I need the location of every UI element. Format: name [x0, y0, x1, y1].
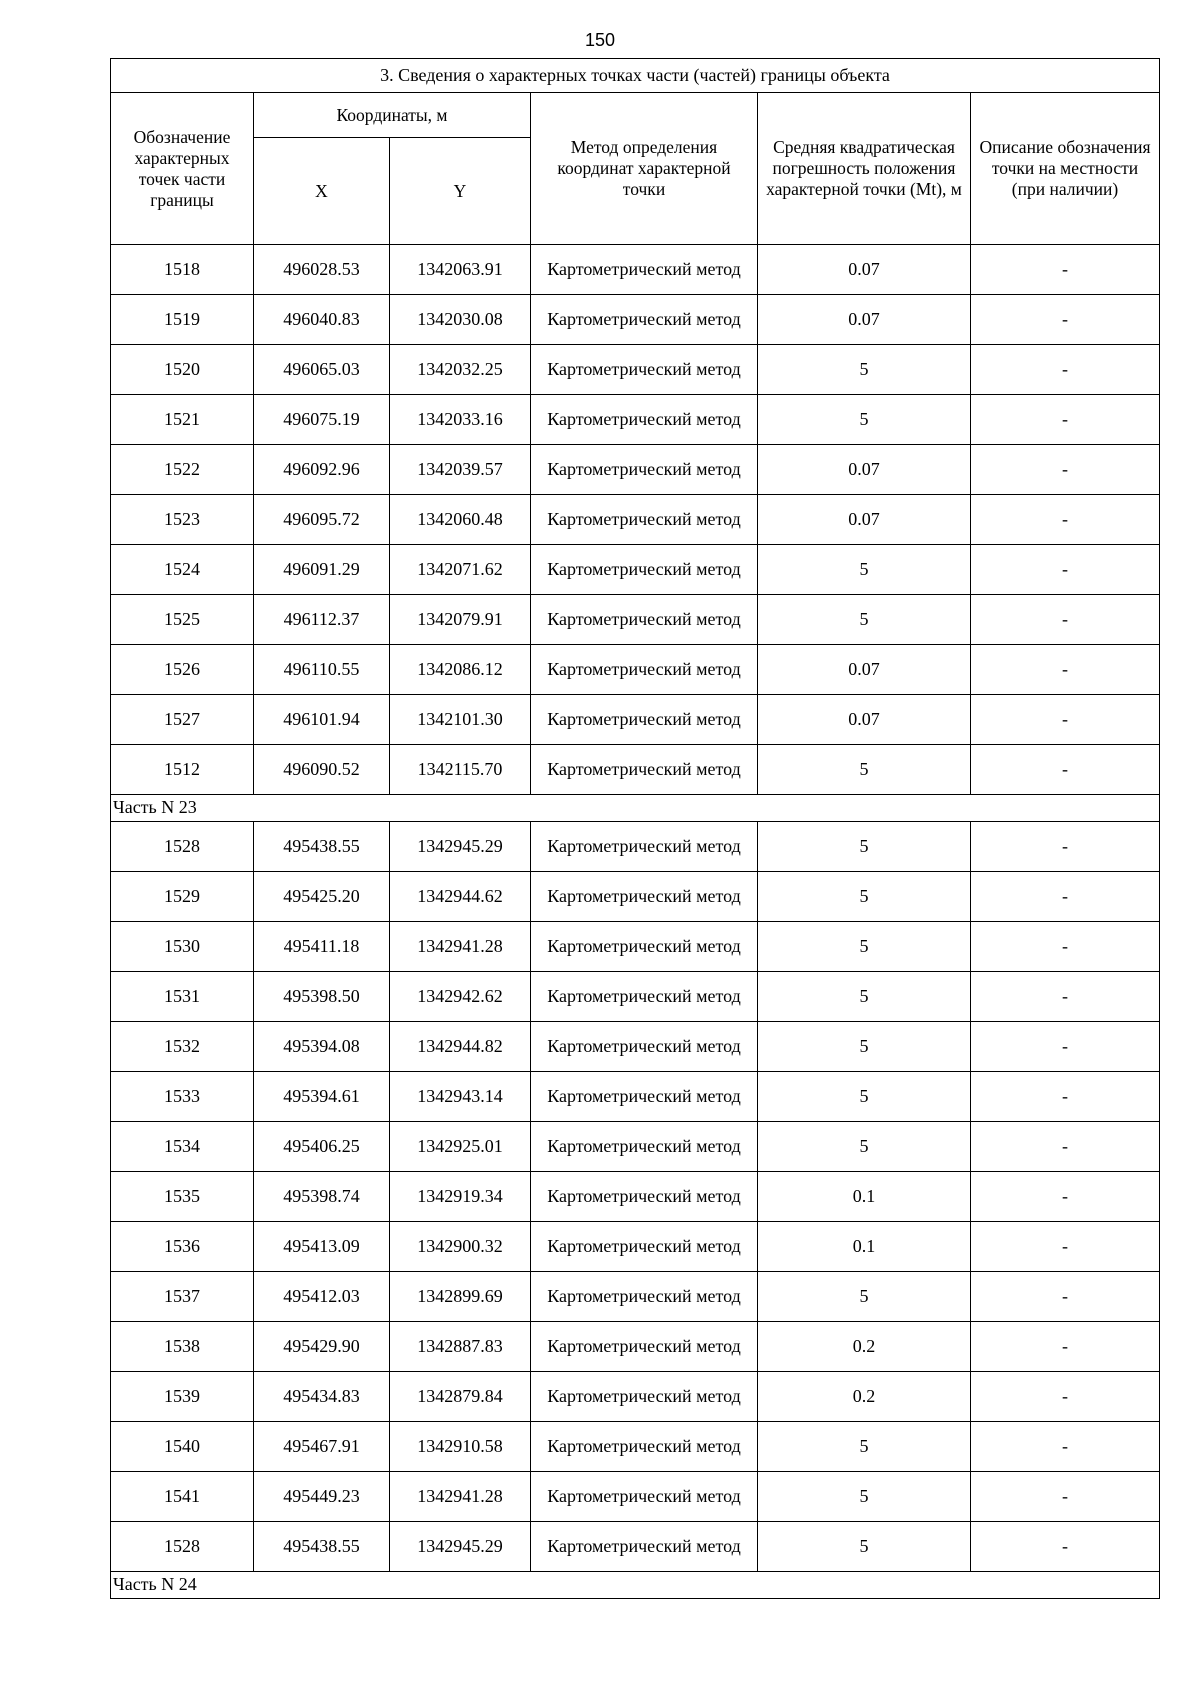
cell-description: - [971, 1272, 1160, 1322]
table-row [111, 1122, 1160, 1172]
cell-description: - [971, 1472, 1160, 1522]
cell-description: - [971, 1372, 1160, 1422]
header-y: Y [390, 138, 531, 245]
cell-point: 1533 [111, 1072, 254, 1122]
cell-y: 1342032.25 [390, 345, 531, 395]
cell-point: 1539 [111, 1372, 254, 1422]
cell-description: - [971, 545, 1160, 595]
table-row [111, 822, 1160, 872]
cell-method: Картометрический метод [531, 972, 758, 1022]
cell-description: - [971, 395, 1160, 445]
cell-x: 496028.53 [254, 245, 390, 295]
cell-y: 1342943.14 [390, 1072, 531, 1122]
cell-method: Картометрический метод [531, 245, 758, 295]
table-body [111, 245, 1160, 1599]
cell-mean-error: 5 [758, 595, 971, 645]
cell-y: 1342030.08 [390, 295, 531, 345]
cell-mean-error: 5 [758, 1022, 971, 1072]
cell-point: 1534 [111, 1122, 254, 1172]
cell-x: 495434.83 [254, 1372, 390, 1422]
cell-mean-error: 5 [758, 1272, 971, 1322]
table-row [111, 445, 1160, 495]
cell-point: 1520 [111, 345, 254, 395]
cell-description: - [971, 972, 1160, 1022]
cell-point: 1535 [111, 1172, 254, 1222]
cell-method: Картометрический метод [531, 1172, 758, 1222]
cell-point: 1537 [111, 1272, 254, 1322]
cell-description: - [971, 922, 1160, 972]
section-row [111, 1572, 1160, 1599]
cell-y: 1342919.34 [390, 1172, 531, 1222]
cell-description: - [971, 1072, 1160, 1122]
cell-point: 1538 [111, 1322, 254, 1372]
header-point-designation: Обозначение характерных точек части границы [111, 93, 254, 245]
table-row [111, 922, 1160, 972]
cell-point: 1521 [111, 395, 254, 445]
cell-description: - [971, 1322, 1160, 1372]
cell-y: 1342063.91 [390, 245, 531, 295]
cell-mean-error: 5 [758, 872, 971, 922]
table-row [111, 595, 1160, 645]
cell-method: Картометрический метод [531, 1022, 758, 1072]
cell-x: 496091.29 [254, 545, 390, 595]
cell-mean-error: 0.07 [758, 245, 971, 295]
table-title: 3. Сведения о характерных точках части (частей) границы объекта [111, 59, 1160, 93]
cell-method: Картометрический метод [531, 445, 758, 495]
cell-x: 495394.61 [254, 1072, 390, 1122]
cell-description: - [971, 245, 1160, 295]
cell-point: 1530 [111, 922, 254, 972]
table-row [111, 1022, 1160, 1072]
cell-y: 1342910.58 [390, 1422, 531, 1472]
cell-method: Картометрический метод [531, 1422, 758, 1472]
cell-y: 1342033.16 [390, 395, 531, 445]
table-row [111, 345, 1160, 395]
cell-method: Картометрический метод [531, 645, 758, 695]
cell-method: Картометрический метод [531, 1372, 758, 1422]
cell-y: 1342071.62 [390, 545, 531, 595]
cell-y: 1342899.69 [390, 1272, 531, 1322]
cell-x: 495411.18 [254, 922, 390, 972]
cell-description: - [971, 1022, 1160, 1072]
cell-x: 496110.55 [254, 645, 390, 695]
cell-mean-error: 0.07 [758, 445, 971, 495]
cell-point: 1525 [111, 595, 254, 645]
cell-x: 496095.72 [254, 495, 390, 545]
cell-x: 495394.08 [254, 1022, 390, 1072]
cell-method: Картометрический метод [531, 1472, 758, 1522]
cell-y: 1342941.28 [390, 922, 531, 972]
cell-mean-error: 5 [758, 745, 971, 795]
cell-method: Картометрический метод [531, 1272, 758, 1322]
cell-description: - [971, 745, 1160, 795]
cell-x: 495429.90 [254, 1322, 390, 1372]
cell-y: 1342079.91 [390, 595, 531, 645]
cell-x: 495449.23 [254, 1472, 390, 1522]
cell-x: 495398.50 [254, 972, 390, 1022]
section-label: Часть N 24 [111, 1572, 1160, 1599]
cell-mean-error: 0.1 [758, 1172, 971, 1222]
cell-y: 1342039.57 [390, 445, 531, 495]
cell-x: 495438.55 [254, 822, 390, 872]
table-row [111, 1172, 1160, 1222]
cell-mean-error: 5 [758, 1472, 971, 1522]
cell-description: - [971, 495, 1160, 545]
cell-mean-error: 0.07 [758, 295, 971, 345]
cell-mean-error: 0.07 [758, 645, 971, 695]
cell-method: Картометрический метод [531, 822, 758, 872]
cell-y: 1342944.82 [390, 1022, 531, 1072]
cell-x: 495425.20 [254, 872, 390, 922]
table-row [111, 1472, 1160, 1522]
cell-point: 1526 [111, 645, 254, 695]
cell-mean-error: 5 [758, 1422, 971, 1472]
cell-description: - [971, 1172, 1160, 1222]
cell-mean-error: 5 [758, 922, 971, 972]
cell-method: Картометрический метод [531, 595, 758, 645]
cell-method: Картометрический метод [531, 1072, 758, 1122]
table-row [111, 972, 1160, 1022]
cell-x: 496101.94 [254, 695, 390, 745]
header-description: Описание обозначения точки на местности (при наличии) [971, 93, 1160, 245]
cell-x: 495398.74 [254, 1172, 390, 1222]
cell-description: - [971, 1222, 1160, 1272]
cell-y: 1342086.12 [390, 645, 531, 695]
cell-method: Картометрический метод [531, 1222, 758, 1272]
cell-y: 1342060.48 [390, 495, 531, 545]
cell-y: 1342945.29 [390, 1522, 531, 1572]
header-coordinates: Координаты, м [254, 93, 531, 138]
cell-point: 1540 [111, 1422, 254, 1472]
cell-point: 1531 [111, 972, 254, 1022]
cell-point: 1527 [111, 695, 254, 745]
header-x: X [254, 138, 390, 245]
cell-point: 1522 [111, 445, 254, 495]
page-number: 150 [584, 30, 616, 50]
cell-x: 495438.55 [254, 1522, 390, 1572]
cell-x: 496092.96 [254, 445, 390, 495]
cell-description: - [971, 345, 1160, 395]
section-row [111, 795, 1160, 822]
table-row [111, 1072, 1160, 1122]
cell-y: 1342887.83 [390, 1322, 531, 1372]
boundary-points-table [110, 58, 1160, 1599]
table-row [111, 395, 1160, 445]
cell-method: Картометрический метод [531, 745, 758, 795]
cell-description: - [971, 595, 1160, 645]
cell-description: - [971, 295, 1160, 345]
table-row [111, 1222, 1160, 1272]
cell-point: 1523 [111, 495, 254, 545]
cell-y: 1342944.62 [390, 872, 531, 922]
cell-point: 1512 [111, 745, 254, 795]
cell-description: - [971, 645, 1160, 695]
cell-description: - [971, 1122, 1160, 1172]
table-row [111, 1372, 1160, 1422]
cell-x: 495413.09 [254, 1222, 390, 1272]
cell-y: 1342941.28 [390, 1472, 531, 1522]
cell-description: - [971, 872, 1160, 922]
cell-y: 1342942.62 [390, 972, 531, 1022]
cell-method: Картометрический метод [531, 695, 758, 745]
cell-mean-error: 0.2 [758, 1372, 971, 1422]
cell-mean-error: 5 [758, 972, 971, 1022]
cell-mean-error: 5 [758, 345, 971, 395]
cell-y: 1342101.30 [390, 695, 531, 745]
cell-mean-error: 0.07 [758, 495, 971, 545]
table-row [111, 695, 1160, 745]
cell-description: - [971, 445, 1160, 495]
cell-point: 1528 [111, 822, 254, 872]
cell-x: 496065.03 [254, 345, 390, 395]
cell-method: Картометрический метод [531, 545, 758, 595]
table-row [111, 1422, 1160, 1472]
table-row [111, 645, 1160, 695]
cell-point: 1532 [111, 1022, 254, 1072]
cell-method: Картометрический метод [531, 1122, 758, 1172]
cell-y: 1342900.32 [390, 1222, 531, 1272]
cell-x: 496040.83 [254, 295, 390, 345]
cell-method: Картометрический метод [531, 495, 758, 545]
cell-mean-error: 5 [758, 1072, 971, 1122]
cell-description: - [971, 695, 1160, 745]
cell-point: 1518 [111, 245, 254, 295]
cell-method: Картометрический метод [531, 1522, 758, 1572]
table-row [111, 1522, 1160, 1572]
cell-method: Картометрический метод [531, 872, 758, 922]
cell-x: 496090.52 [254, 745, 390, 795]
section-label: Часть N 23 [111, 795, 1160, 822]
cell-x: 496075.19 [254, 395, 390, 445]
cell-x: 495467.91 [254, 1422, 390, 1472]
cell-description: - [971, 1422, 1160, 1472]
cell-mean-error: 5 [758, 1122, 971, 1172]
cell-point: 1528 [111, 1522, 254, 1572]
cell-point: 1519 [111, 295, 254, 345]
cell-point: 1541 [111, 1472, 254, 1522]
cell-point: 1529 [111, 872, 254, 922]
table-row [111, 295, 1160, 345]
cell-mean-error: 0.07 [758, 695, 971, 745]
cell-mean-error: 0.1 [758, 1222, 971, 1272]
cell-mean-error: 0.2 [758, 1322, 971, 1372]
cell-x: 495406.25 [254, 1122, 390, 1172]
cell-description: - [971, 822, 1160, 872]
table-row [111, 1272, 1160, 1322]
cell-x: 496112.37 [254, 595, 390, 645]
table-row [111, 545, 1160, 595]
cell-method: Картометрический метод [531, 922, 758, 972]
table-row [111, 745, 1160, 795]
table-row [111, 245, 1160, 295]
cell-description: - [971, 1522, 1160, 1572]
cell-method: Картометрический метод [531, 395, 758, 445]
cell-method: Картометрический метод [531, 345, 758, 395]
table-row [111, 1322, 1160, 1372]
cell-y: 1342879.84 [390, 1372, 531, 1422]
cell-x: 495412.03 [254, 1272, 390, 1322]
cell-point: 1536 [111, 1222, 254, 1272]
cell-mean-error: 5 [758, 545, 971, 595]
table-row [111, 872, 1160, 922]
cell-mean-error: 5 [758, 1522, 971, 1572]
cell-y: 1342115.70 [390, 745, 531, 795]
cell-method: Картометрический метод [531, 1322, 758, 1372]
header-method: Метод определения координат характерной точки [531, 93, 758, 245]
cell-mean-error: 5 [758, 395, 971, 445]
cell-point: 1524 [111, 545, 254, 595]
cell-method: Картометрический метод [531, 295, 758, 345]
table-row [111, 495, 1160, 545]
cell-mean-error: 5 [758, 822, 971, 872]
header-mean-error: Средняя квадратическая погрешность положения характерной точки (Mt), м [758, 93, 971, 245]
cell-y: 1342945.29 [390, 822, 531, 872]
cell-y: 1342925.01 [390, 1122, 531, 1172]
